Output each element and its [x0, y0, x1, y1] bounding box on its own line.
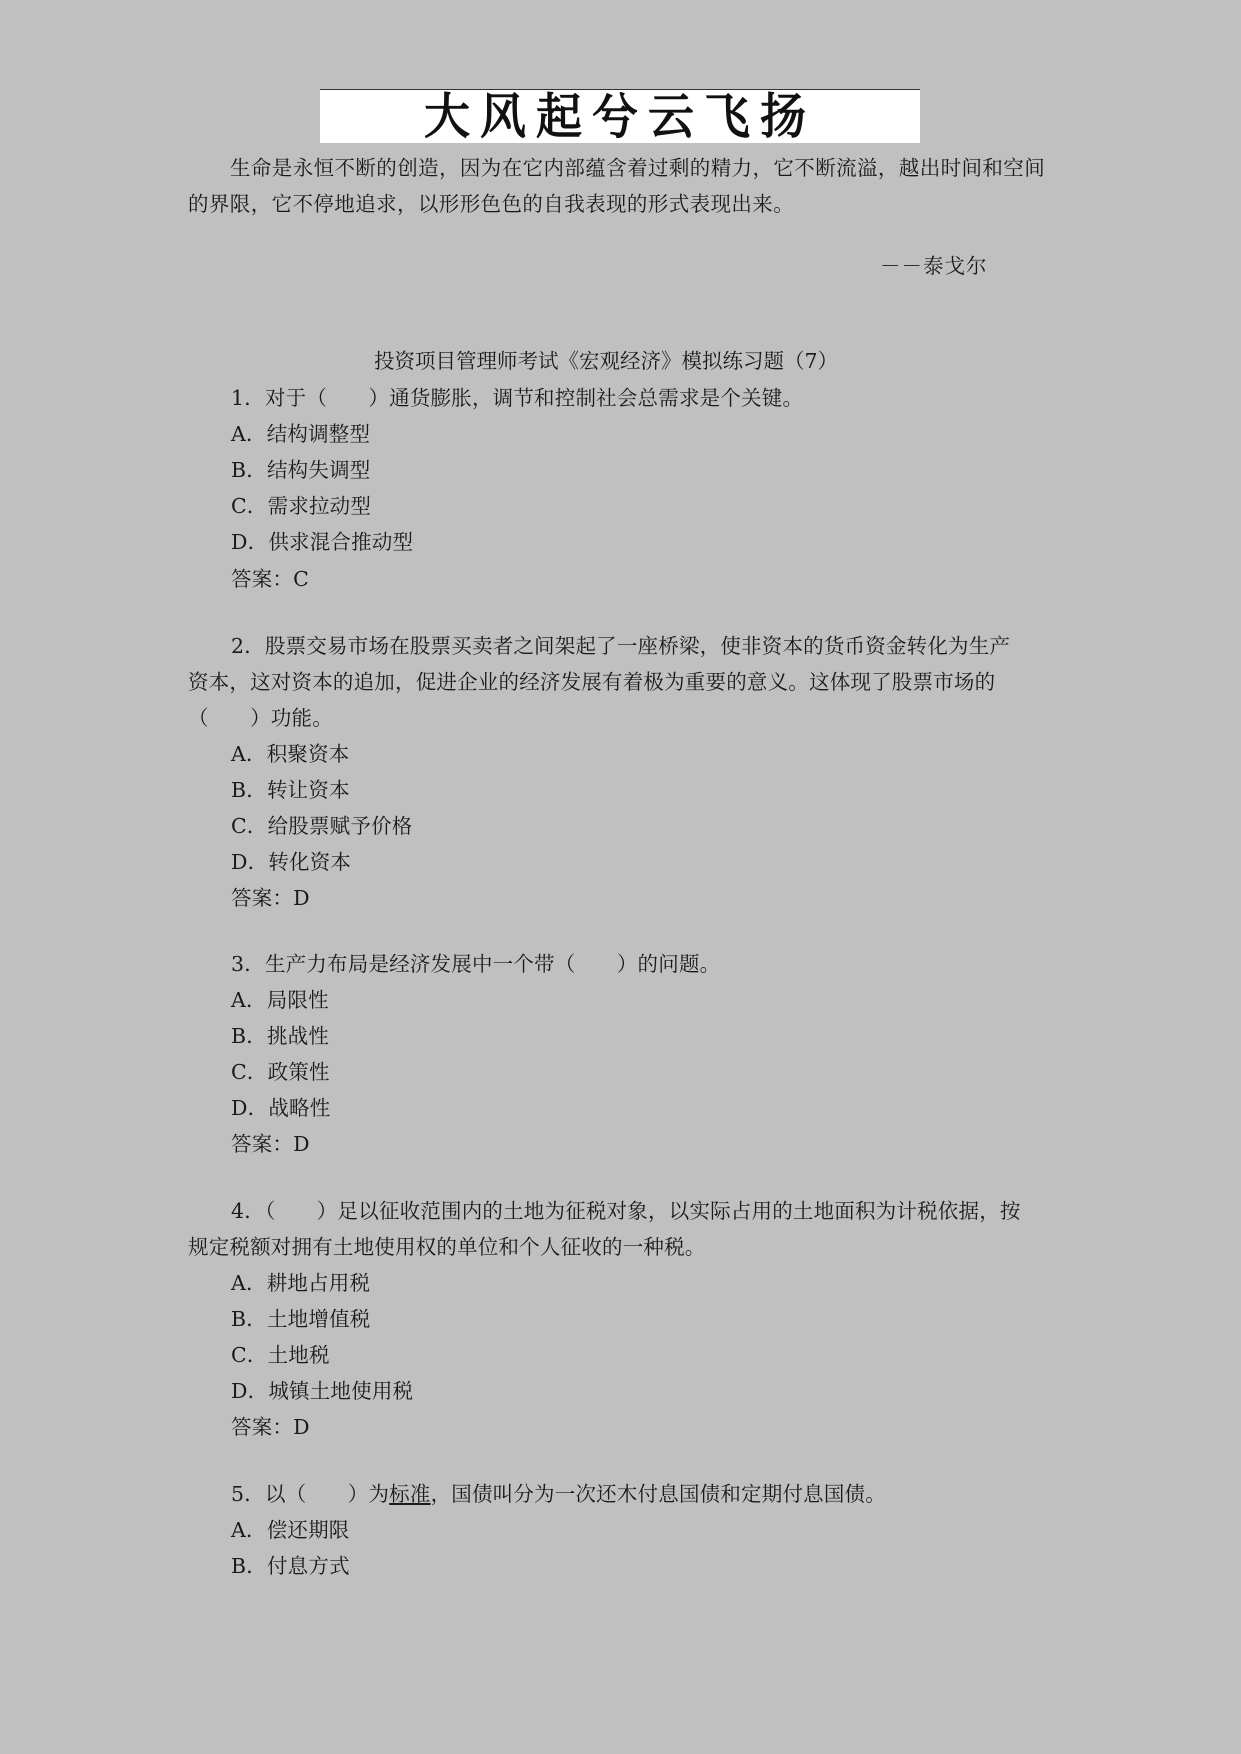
quote-paragraph: 生命是永恒不断的创造，因为在它内部蕴含着过剩的精力，它不断流溢，越出时间和空间的界限，它不停地追求，以形形色色的自我表现的形式表现出来。 [188, 156, 1046, 216]
question-4-option-d: D．城镇土地使用税 [231, 1379, 414, 1403]
question-2-option-d: D．转化资本 [231, 850, 352, 874]
question-5-option-b: B．付息方式 [231, 1554, 350, 1578]
question-3-option-d: D．战略性 [231, 1096, 331, 1120]
document-title: 投资项目管理师考试《宏观经济》模拟练习题（7） [374, 349, 839, 373]
question-1-answer: 答案：C [231, 567, 309, 591]
question-4-option-b: B．土地增值税 [231, 1307, 371, 1331]
question-3-text: 3．生产力布局是经济发展中一个带（ ）的问题。 [231, 952, 721, 976]
question-2-text-line-3: （ ）功能。 [188, 706, 333, 730]
question-4-text-line-1: 4．（ ）足以征收范围内的土地为征税对象，以实际占用的土地面积为计税依据，按 [231, 1199, 1021, 1223]
question-2-text-line-1: 2．股票交易市场在股票买卖者之间架起了一座桥梁，使非资本的货币资金转化为生产 [231, 634, 1011, 658]
question-2-answer: 答案：D [231, 886, 310, 910]
quote-author: －－泰戈尔 [880, 254, 988, 278]
question-5-text [231, 1476, 886, 1512]
question-3-option-b: B．挑战性 [231, 1024, 330, 1048]
question-5-option-a: A．偿还期限 [231, 1518, 350, 1542]
question-1-option-d: D．供求混合推动型 [231, 530, 414, 554]
question-2-option-b: B．转让资本 [231, 778, 350, 802]
question-1-option-c: C．需求拉动型 [231, 494, 372, 518]
question-3-option-c: C．政策性 [231, 1060, 330, 1084]
question-5-text-underlined: 标准 [389, 1482, 431, 1506]
question-2-option-c: C．给股票赋予价格 [231, 814, 413, 838]
question-4-option-a: A．耕地占用税 [231, 1271, 371, 1295]
question-5-text-pre: 5．以（ ）为 [231, 1482, 390, 1506]
banner-text: 大风起兮云飞扬 [424, 89, 816, 143]
question-1-option-a: A．结构调整型 [231, 422, 371, 446]
question-2-option-a: A．积聚资本 [231, 742, 350, 766]
question-3-option-a: A．局限性 [231, 988, 329, 1012]
question-5-text-post: ，国债叫分为一次还木付息国债和定期付息国债。 [430, 1482, 886, 1506]
banner-image [320, 89, 920, 143]
question-1-text: 1．对于（ ）通货膨胀，调节和控制社会总需求是个关键。 [231, 386, 804, 410]
question-1-option-b: B．结构失调型 [231, 458, 371, 482]
question-2-text-line-2: 资本，这对资本的追加，促进企业的经济发展有着极为重要的意义。这体现了股票市场的 [188, 670, 996, 694]
question-4-option-c: C．土地税 [231, 1343, 330, 1367]
question-4-answer: 答案：D [231, 1415, 310, 1439]
question-4-text-line-2: 规定税额对拥有土地使用权的单位和个人征收的一种税。 [188, 1235, 706, 1259]
question-3-answer: 答案：D [231, 1132, 310, 1156]
